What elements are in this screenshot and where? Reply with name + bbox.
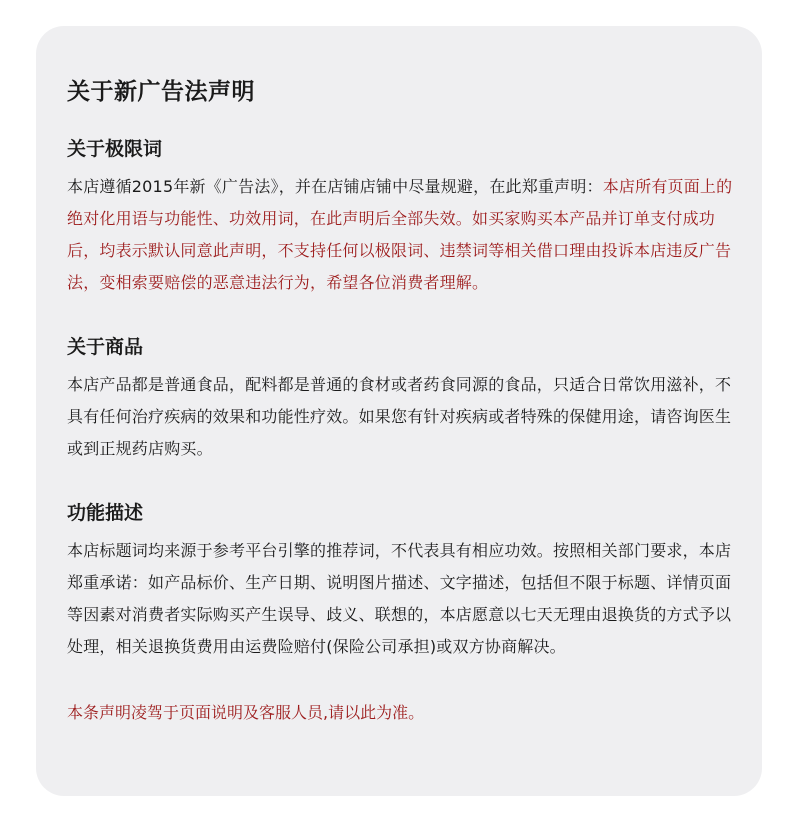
section-body-products: 本店产品都是普通食品，配料都是普通的食材或者药食同源的食品，只适合日常饮用滋补，不具有任何治疗疾病的效果和功能性疗效。如果您有针对疾病或者特殊的保健用途，请咨询医生或到正规药店购买。 xyxy=(67,375,732,458)
section-body-extreme-words xyxy=(67,171,734,299)
page-title: 关于新广告法声明 xyxy=(67,79,255,105)
section-function-description xyxy=(67,500,734,663)
section-heading-extreme-words: 关于极限词 xyxy=(67,138,163,160)
extreme-words-emphasis: 本店所有页面上的绝对化用语与功能性、功效用词，在此声明后全部失效。如买家购买本产品并订单支付成功后，均表示默认同意此声明，不支持任何以极限词、违禁词等相关借口理由投诉本店违反广告法，变相索要赔偿的恶意违法行为，希望各位消费者理解。 xyxy=(67,177,733,292)
section-body-function-description: 本店标题词均来源于参考平台引擎的推荐词，不代表具有相应功效。按照相关部门要求，本店郑重承诺：如产品标价、生产日期、说明图片描述、文字描述，包括但不限于标题、详情页面等因素对消费者实际购买产生误导、歧义、联想的，本店愿意以七天无理由退换货的方式予以处理，相关退换货费用由运费险赔付(保险公司承担)或双方协商解决。 xyxy=(67,541,732,656)
disclaimer-card xyxy=(36,26,762,796)
section-heading-products: 关于商品 xyxy=(67,336,144,358)
section-heading-function-description: 功能描述 xyxy=(67,502,144,524)
extreme-words-statement: 本店遵循2015年新《广告法》，并在店铺店铺中尽量规避，在此郑重声明： xyxy=(67,177,603,196)
section-extreme-words xyxy=(67,136,734,299)
section-products xyxy=(67,334,734,465)
footer-note: 本条声明凌驾于页面说明及客服人员,请以此为准。 xyxy=(67,703,425,722)
